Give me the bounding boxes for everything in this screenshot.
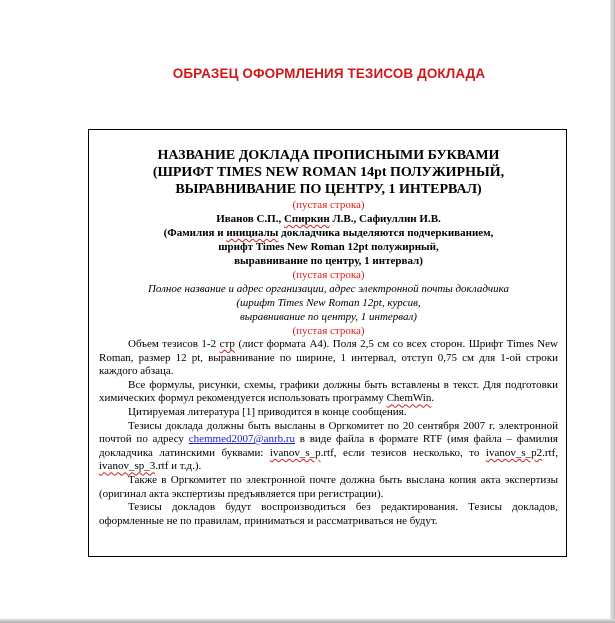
filename-example: ivanov_s_p bbox=[269, 446, 321, 459]
authors-note-part: инициалы bbox=[226, 227, 279, 239]
org-line-3: выравнивание по центру, 1 интервал) bbox=[240, 311, 417, 323]
body-paragraph bbox=[99, 420, 558, 474]
text-run: .rtf, bbox=[542, 446, 559, 459]
empty-line-note: (пустая строка) bbox=[292, 199, 365, 211]
authors-note-line-3: выравнивание по центру, 1 интервал) bbox=[234, 255, 423, 267]
empty-line-note: (пустая строка) bbox=[292, 269, 365, 281]
authors-line bbox=[99, 212, 558, 226]
authors-block bbox=[99, 212, 558, 268]
text-run: .rtf и т.д.). bbox=[155, 460, 202, 473]
text-run: стр bbox=[219, 338, 235, 350]
body-paragraph: Цитируемая литература [1] приводится в конце сообщения. bbox=[128, 405, 407, 418]
body-paragraph bbox=[99, 338, 558, 379]
email-link[interactable]: chemmed2007@anrb.ru bbox=[188, 433, 296, 446]
authors-part: Л.В., Сафиуллин И.В. bbox=[329, 213, 441, 225]
text-run: ChemWin bbox=[386, 392, 432, 405]
abstract-title bbox=[99, 147, 558, 198]
title-line-3: ВЫРАВНИВАНИЕ ПО ЦЕНТРУ, 1 ИНТЕРВАЛ) bbox=[175, 182, 482, 197]
authors-note-part: докладчика выделяются подчеркиванием, bbox=[278, 227, 494, 239]
text-run: Объем тезисов 1-2 bbox=[128, 338, 220, 350]
authors-part: Иванов С.П., bbox=[216, 213, 284, 225]
page-edge-shadow bbox=[610, 0, 615, 623]
empty-line-note: (пустая строка) bbox=[292, 325, 365, 337]
filename-example: ivanov_sp_3 bbox=[99, 460, 156, 473]
body-paragraph: Также в Оргкомитет по электронной почте должна быть выслана копия акта экспертизы (оригинал акта экспертизы предъявляется при регистрации). bbox=[99, 473, 558, 500]
org-line-1: Полное название и адрес организации, адрес электронной почты докладчика bbox=[147, 283, 510, 295]
body-paragraph: Тезисы докладов будут воспроизводиться без редактирования. Тезисы докладов, оформленные не по правилам, приниматься и рассматриваться не будут. bbox=[99, 501, 558, 527]
document-heading: ОБРАЗЕЦ ОФОРМЛЕНИЯ ТЕЗИСОВ ДОКЛАДА bbox=[172, 66, 486, 81]
authors-part: Спиркин bbox=[283, 213, 330, 225]
org-line-2: (шрифт Times New Roman 12pt, курсив, bbox=[236, 297, 421, 309]
text-run: . bbox=[431, 392, 435, 405]
authors-note-line-1 bbox=[99, 226, 558, 240]
title-line-2: (ШРИФТ TIMES NEW ROMAN 14pt ПОЛУЖИРНЫЙ, bbox=[152, 165, 505, 180]
text-run: .rtf, если тезисов несколько, то bbox=[320, 446, 486, 459]
text-run: (лист формата А4). Поля 2,5 см со всех сторон. Шрифт Times New Roman, размер 12 pt, выравнивание по ширине, 1 интервал, отступ 0,75 см для 1-ой строки каждого абзаца. bbox=[99, 338, 558, 378]
authors-note-line-2: шрифт Times New Roman 12pt полужирный, bbox=[218, 241, 439, 253]
filename-example: ivanov_s_p2 bbox=[485, 446, 543, 459]
page-bottom-shadow bbox=[0, 619, 615, 623]
body-paragraph bbox=[99, 379, 558, 406]
text-run: Все формулы, рисунки, схемы, графики должны быть вставлены в текст. Для подготовки химических формул рекомендуется использовать программу bbox=[99, 378, 558, 405]
title-line-1: НАЗВАНИЕ ДОКЛАДА ПРОПИСНЫМИ БУКВАМИ bbox=[157, 148, 500, 163]
organization-block bbox=[99, 282, 558, 324]
text-run: Тезисы доклада должны быть высланы в Оргкомитет по 20 сентября 2007 г. электронной почтой по адресу bbox=[99, 419, 558, 446]
abstract-sample-frame bbox=[88, 129, 567, 557]
abstract-body bbox=[99, 338, 558, 528]
text-run: в виде файла в формате RTF (имя файла – фамилия докладчика латинскими буквами: bbox=[99, 433, 558, 459]
authors-note-part: (Фамилия и bbox=[163, 227, 227, 239]
